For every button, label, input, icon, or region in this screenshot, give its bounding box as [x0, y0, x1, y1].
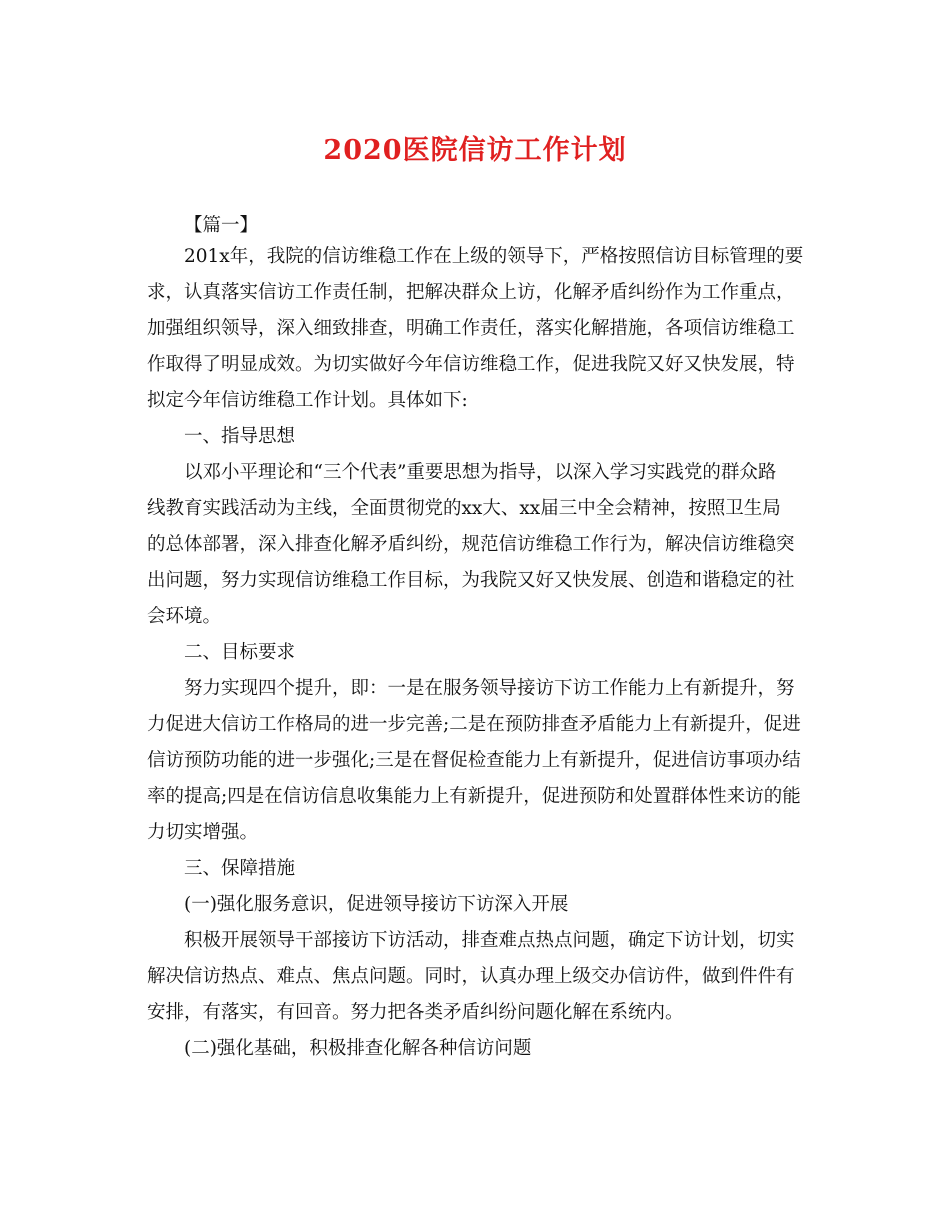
text-line: 力促进大信访工作格局的进一步完善;二是在预防排查矛盾能力上有新提升，促进	[147, 714, 801, 735]
text-line: 的总体部署，深入排查化解矛盾纠纷，规范信访维稳工作行为，解决信访维稳突	[147, 534, 795, 555]
text-line: 作取得了明显成效。为切实做好今年信访维稳工作，促进我院又好又快发展，特	[147, 354, 795, 375]
text-line: (二)强化基础，积极排查化解各种信访问题	[184, 1038, 532, 1059]
text-line: 会环境。	[147, 606, 222, 627]
text-line: 信访预防功能的进一步强化;三是在督促检查能力上有新提升，促进信访事项办结	[147, 750, 801, 771]
text-line: (一)强化服务意识，促进领导接访下访深入开展	[184, 894, 569, 915]
text-line: 二、目标要求	[184, 642, 296, 663]
text-line: 加强组织领导，深入细致排查，明确工作责任，落实化解措施，各项信访维稳工	[147, 318, 795, 339]
text-line: 出问题，努力实现信访维稳工作目标，为我院又好又快发展、创造和谐稳定的社	[147, 570, 795, 591]
text-line: 【篇一】	[184, 215, 259, 236]
text-line: 201x年，我院的信访维稳工作在上级的领导下，严格按照信访目标管理的要	[184, 246, 804, 267]
text-line: 解决信访热点、难点、焦点问题。同时，认真办理上级交办信访件，做到件件有	[147, 966, 795, 987]
text-line: 拟定今年信访维稳工作计划。具体如下:	[147, 390, 468, 411]
text-line: 率的提高;四是在信访信息收集能力上有新提升，促进预防和处置群体性来访的能	[147, 786, 801, 807]
text-line: 三、保障措施	[184, 858, 296, 879]
text-line: 努力实现四个提升，即：一是在服务领导接访下访工作能力上有新提升，努	[184, 678, 795, 699]
text-line: 力切实增强。	[147, 822, 259, 843]
text-line: 线教育实践活动为主线，全面贯彻党的xx大、xx届三中全会精神，按照卫生局	[147, 498, 781, 519]
text-line: 安排，有落实，有回音。努力把各类矛盾纠纷问题化解在系统内。	[147, 1002, 684, 1023]
text-line: 求，认真落实信访工作责任制，把解决群众上访，化解矛盾纠纷作为工作重点，	[147, 282, 795, 303]
page-title: 2020医院信访工作计划	[323, 135, 627, 166]
text-line: 以邓小平理论和“三个代表”重要思想为指导，以深入学习实践党的群众路	[184, 462, 777, 483]
text-line: 一、指导思想	[184, 426, 296, 447]
text-line: 积极开展领导干部接访下访活动，排查难点热点问题，确定下访计划，切实	[184, 930, 795, 951]
